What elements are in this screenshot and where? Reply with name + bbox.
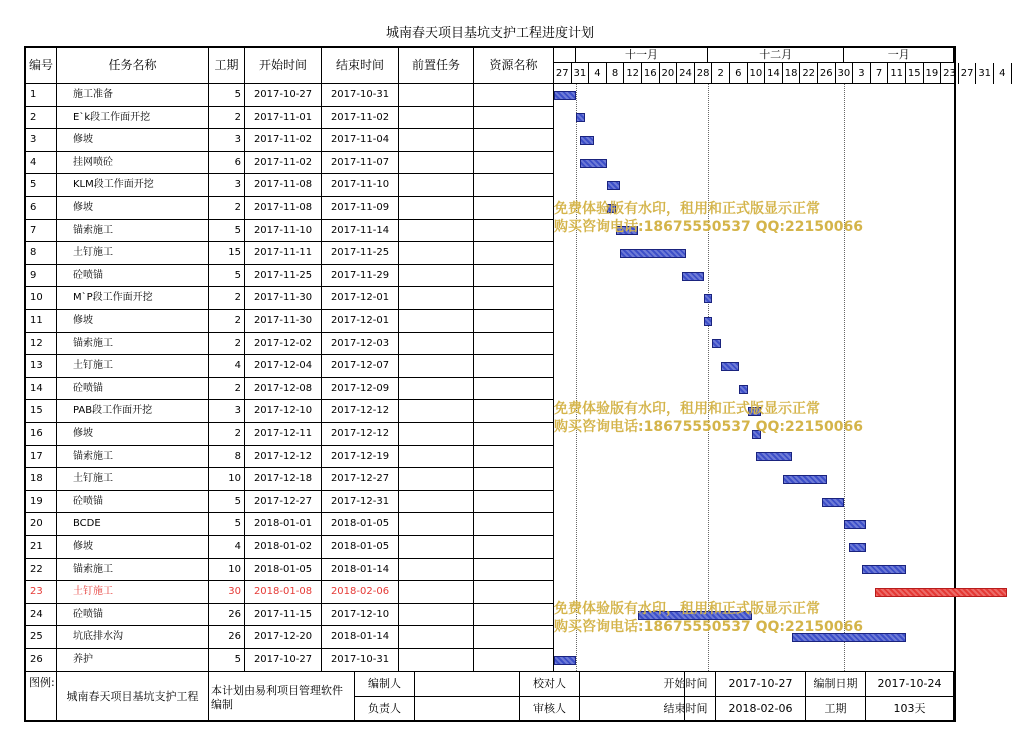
compile-date-value: 2017-10-24 [866, 672, 954, 697]
task-duration: 26 [209, 604, 245, 626]
gantt-bar[interactable] [822, 498, 844, 507]
header-duration[interactable]: 工期 [209, 46, 245, 84]
start-time-label: 开始时间 [656, 672, 716, 697]
task-id: 21 [26, 536, 57, 558]
task-id: 18 [26, 468, 57, 490]
task-duration: 2 [209, 197, 245, 219]
task-name: 锚索施工 [57, 220, 209, 242]
editor-value[interactable] [415, 672, 520, 697]
task-predecessor[interactable] [399, 649, 474, 671]
task-start-date: 2018-01-02 [245, 536, 322, 558]
timeline-day: 14 [765, 63, 783, 84]
timeline-day: 15 [906, 63, 924, 84]
task-resource[interactable] [474, 468, 554, 490]
task-resource[interactable] [474, 400, 554, 422]
timeline-day: 16 [642, 63, 660, 84]
task-duration: 2 [209, 310, 245, 332]
task-predecessor[interactable] [399, 107, 474, 129]
task-predecessor[interactable] [399, 626, 474, 648]
end-time-value: 2018-02-06 [716, 697, 806, 721]
task-name: 土钉施工 [57, 242, 209, 264]
gantt-bar[interactable] [783, 475, 827, 484]
timeline-day: 7 [871, 63, 889, 84]
task-predecessor[interactable] [399, 355, 474, 377]
task-end-date: 2017-12-01 [322, 287, 399, 309]
task-name: 养护 [57, 649, 209, 671]
task-predecessor[interactable] [399, 333, 474, 355]
project-name: 城南春天项目基坑支护工程 [57, 672, 209, 721]
end-time-label: 结束时间 [656, 697, 716, 721]
task-start-date: 2017-12-18 [245, 468, 322, 490]
task-predecessor[interactable] [399, 446, 474, 468]
task-row[interactable] [26, 265, 554, 288]
watermark-line: 购买咨询电话:18675550537 QQ:22150066 [554, 419, 863, 435]
watermark-line: 购买咨询电话:18675550537 QQ:22150066 [554, 619, 863, 635]
task-duration: 4 [209, 536, 245, 558]
task-row[interactable] [26, 626, 554, 649]
gantt-bar[interactable] [712, 339, 721, 348]
task-predecessor[interactable] [399, 265, 474, 287]
task-duration: 3 [209, 174, 245, 196]
task-row[interactable] [26, 446, 554, 469]
task-duration: 2 [209, 423, 245, 445]
task-end-date: 2018-01-05 [322, 536, 399, 558]
task-row[interactable] [26, 355, 554, 378]
gantt-bar[interactable] [554, 656, 576, 665]
timeline-day: 22 [800, 63, 818, 84]
task-start-date: 2017-12-04 [245, 355, 322, 377]
task-end-date: 2017-12-03 [322, 333, 399, 355]
task-start-date: 2017-11-08 [245, 174, 322, 196]
task-end-date: 2017-12-09 [322, 378, 399, 400]
task-duration: 5 [209, 265, 245, 287]
legend-label: 图例: [26, 672, 57, 721]
task-duration: 2 [209, 378, 245, 400]
gantt-bar[interactable] [875, 588, 1007, 597]
task-end-date: 2017-12-12 [322, 400, 399, 422]
task-start-date: 2017-11-30 [245, 310, 322, 332]
schedule-footer [26, 671, 954, 721]
task-name: PAB段工作面开挖 [57, 400, 209, 422]
task-start-date: 2017-12-08 [245, 378, 322, 400]
watermark-notice [554, 600, 863, 636]
task-predecessor[interactable] [399, 310, 474, 332]
task-name: 施工准备 [57, 84, 209, 106]
gantt-bar[interactable] [704, 294, 713, 303]
task-id: 5 [26, 174, 57, 196]
task-id: 10 [26, 287, 57, 309]
task-id: 16 [26, 423, 57, 445]
task-duration: 4 [209, 355, 245, 377]
task-predecessor[interactable] [399, 423, 474, 445]
task-name: 锚索施工 [57, 333, 209, 355]
month-gridline [576, 84, 577, 671]
task-resource[interactable] [474, 152, 554, 174]
watermark-notice [554, 400, 863, 436]
task-id: 23 [26, 581, 57, 603]
gantt-bar[interactable] [580, 159, 606, 168]
task-id: 14 [26, 378, 57, 400]
task-resource[interactable] [474, 559, 554, 581]
task-start-date: 2017-10-27 [245, 84, 322, 106]
task-start-date: 2018-01-08 [245, 581, 322, 603]
task-resource[interactable] [474, 265, 554, 287]
header-predecessor[interactable]: 前置任务 [399, 46, 474, 84]
task-id: 11 [26, 310, 57, 332]
task-name: 砼喷锚 [57, 378, 209, 400]
timeline-day: 3 [853, 63, 871, 84]
watermark-line: 购买咨询电话:18675550537 QQ:22150066 [554, 219, 863, 235]
task-name: 修坡 [57, 197, 209, 219]
timeline-day: 4 [994, 63, 1012, 84]
gantt-bar[interactable] [739, 385, 748, 394]
header-id[interactable]: 编号 [26, 46, 57, 84]
task-id: 9 [26, 265, 57, 287]
task-duration: 2 [209, 287, 245, 309]
task-row[interactable] [26, 491, 554, 514]
task-start-date: 2017-11-01 [245, 107, 322, 129]
task-predecessor[interactable] [399, 559, 474, 581]
task-row[interactable] [26, 152, 554, 175]
task-id: 12 [26, 333, 57, 355]
gantt-chart-area [554, 84, 954, 671]
task-predecessor[interactable] [399, 581, 474, 603]
timeline-day: 20 [660, 63, 678, 84]
total-duration-label: 工期 [806, 697, 866, 721]
task-id: 3 [26, 129, 57, 151]
task-predecessor[interactable] [399, 242, 474, 264]
gantt-bar[interactable] [576, 113, 585, 122]
task-resource[interactable] [474, 197, 554, 219]
task-resource[interactable] [474, 446, 554, 468]
gantt-bar[interactable] [704, 317, 713, 326]
task-row[interactable] [26, 84, 554, 107]
task-end-date: 2017-12-07 [322, 355, 399, 377]
task-end-date: 2017-11-04 [322, 129, 399, 151]
task-name: 砼喷锚 [57, 265, 209, 287]
task-id: 8 [26, 242, 57, 264]
task-row[interactable] [26, 197, 554, 220]
task-id: 22 [26, 559, 57, 581]
gantt-bar[interactable] [862, 565, 906, 574]
task-name: M`P段工作面开挖 [57, 287, 209, 309]
task-resource[interactable] [474, 355, 554, 377]
task-row[interactable] [26, 536, 554, 559]
task-resource[interactable] [474, 333, 554, 355]
task-end-date: 2017-12-27 [322, 468, 399, 490]
task-row[interactable] [26, 174, 554, 197]
task-name: KLM段工作面开挖 [57, 174, 209, 196]
gantt-bar[interactable] [756, 452, 791, 461]
task-name: 修坡 [57, 129, 209, 151]
task-start-date: 2017-12-12 [245, 446, 322, 468]
task-predecessor[interactable] [399, 220, 474, 242]
task-name: 修坡 [57, 536, 209, 558]
gantt-bar[interactable] [721, 362, 739, 371]
task-resource[interactable] [474, 84, 554, 106]
task-row[interactable] [26, 287, 554, 310]
task-predecessor[interactable] [399, 174, 474, 196]
task-duration: 5 [209, 513, 245, 535]
timeline-day: 19 [924, 63, 942, 84]
task-predecessor[interactable] [399, 513, 474, 535]
task-predecessor[interactable] [399, 468, 474, 490]
task-start-date: 2017-11-10 [245, 220, 322, 242]
task-resource[interactable] [474, 378, 554, 400]
task-name: E`k段工作面开挖 [57, 107, 209, 129]
task-resource[interactable] [474, 649, 554, 671]
task-end-date: 2017-11-09 [322, 197, 399, 219]
task-duration: 8 [209, 446, 245, 468]
page-title: 城南春天项目基坑支护工程进度计划 [385, 26, 594, 41]
gantt-bar[interactable] [849, 543, 867, 552]
task-start-date: 2017-11-02 [245, 129, 322, 151]
task-id: 7 [26, 220, 57, 242]
gantt-bar[interactable] [580, 136, 593, 145]
task-predecessor[interactable] [399, 287, 474, 309]
start-time-value: 2017-10-27 [716, 672, 806, 697]
timeline-day: 10 [748, 63, 766, 84]
task-predecessor[interactable] [399, 491, 474, 513]
editor-label: 编制人 [355, 672, 415, 697]
task-end-date: 2017-10-31 [322, 649, 399, 671]
task-duration: 10 [209, 559, 245, 581]
month-gridline [844, 84, 845, 671]
task-predecessor[interactable] [399, 536, 474, 558]
task-resource[interactable] [474, 513, 554, 535]
task-end-date: 2017-12-31 [322, 491, 399, 513]
task-start-date: 2017-11-02 [245, 152, 322, 174]
task-end-date: 2018-01-05 [322, 513, 399, 535]
task-name: 修坡 [57, 423, 209, 445]
total-duration-value: 103天 [866, 697, 954, 721]
timeline-day: 27 [554, 63, 572, 84]
task-id: 26 [26, 649, 57, 671]
task-id: 24 [26, 604, 57, 626]
watermark-line: 免费体验版有水印，租用和正式版显示正常 [554, 201, 820, 217]
task-end-date: 2017-12-01 [322, 310, 399, 332]
task-duration: 6 [209, 152, 245, 174]
task-row[interactable] [26, 423, 554, 446]
task-end-date: 2017-11-07 [322, 152, 399, 174]
timeline-day: 26 [818, 63, 836, 84]
header-end-date[interactable]: 结束时间 [322, 46, 399, 84]
task-duration: 15 [209, 242, 245, 264]
task-row[interactable] [26, 468, 554, 491]
task-resource[interactable] [474, 536, 554, 558]
task-name: 锚索施工 [57, 559, 209, 581]
task-start-date: 2017-12-11 [245, 423, 322, 445]
task-start-date: 2017-12-20 [245, 626, 322, 648]
task-id: 4 [26, 152, 57, 174]
task-resource[interactable] [474, 242, 554, 264]
task-resource[interactable] [474, 604, 554, 626]
timeline-day: 4 [589, 63, 607, 84]
proofreader-label: 校对人 [520, 672, 580, 697]
task-duration: 3 [209, 129, 245, 151]
owner-value[interactable] [415, 697, 520, 721]
task-resource[interactable] [474, 423, 554, 445]
watermark-line: 免费体验版有水印，租用和正式版显示正常 [554, 601, 820, 617]
task-id: 19 [26, 491, 57, 513]
task-end-date: 2017-11-10 [322, 174, 399, 196]
timeline-day: 31 [572, 63, 590, 84]
task-start-date: 2017-11-15 [245, 604, 322, 626]
timeline-month: 一月 [844, 46, 954, 63]
task-duration: 5 [209, 220, 245, 242]
task-duration: 30 [209, 581, 245, 603]
task-duration: 5 [209, 84, 245, 106]
task-name: 修坡 [57, 310, 209, 332]
task-end-date: 2017-10-31 [322, 84, 399, 106]
gantt-bar[interactable] [607, 181, 620, 190]
task-name: 挂网喷砼 [57, 152, 209, 174]
task-duration: 2 [209, 107, 245, 129]
task-id: 25 [26, 626, 57, 648]
timeline-day: 24 [677, 63, 695, 84]
gantt-bar[interactable] [620, 249, 686, 258]
task-row[interactable] [26, 107, 554, 130]
gantt-bar[interactable] [682, 272, 704, 281]
timeline-day: 30 [836, 63, 854, 84]
task-end-date: 2017-11-29 [322, 265, 399, 287]
task-row[interactable] [26, 242, 554, 265]
task-end-date: 2017-12-19 [322, 446, 399, 468]
task-name: 土钉施工 [57, 468, 209, 490]
task-duration: 5 [209, 491, 245, 513]
task-resource[interactable] [474, 107, 554, 129]
task-row[interactable] [26, 513, 554, 536]
task-name: 土钉施工 [57, 355, 209, 377]
timeline-month [554, 46, 576, 63]
compile-date-label: 编制日期 [806, 672, 866, 697]
timeline-day: 11 [888, 63, 906, 84]
watermark-line: 免费体验版有水印，租用和正式版显示正常 [554, 401, 820, 417]
task-resource[interactable] [474, 174, 554, 196]
header-resource[interactable]: 资源名称 [474, 46, 554, 84]
task-start-date: 2017-12-02 [245, 333, 322, 355]
task-start-date: 2017-11-08 [245, 197, 322, 219]
timeline-day: 23 [941, 63, 959, 84]
timeline-day: 12 [624, 63, 642, 84]
task-predecessor[interactable] [399, 129, 474, 151]
task-resource[interactable] [474, 287, 554, 309]
task-end-date: 2017-12-10 [322, 604, 399, 626]
task-end-date: 2018-02-06 [322, 581, 399, 603]
task-id: 1 [26, 84, 57, 106]
task-resource[interactable] [474, 581, 554, 603]
task-id: 6 [26, 197, 57, 219]
task-start-date: 2017-11-11 [245, 242, 322, 264]
timeline-day: 27 [959, 63, 977, 84]
task-start-date: 2018-01-05 [245, 559, 322, 581]
task-name: 土钉施工 [57, 581, 209, 603]
task-resource[interactable] [474, 310, 554, 332]
gantt-bar[interactable] [554, 91, 576, 100]
task-id: 15 [26, 400, 57, 422]
task-name: 砼喷锚 [57, 604, 209, 626]
task-row[interactable] [26, 581, 554, 604]
task-id: 17 [26, 446, 57, 468]
task-resource[interactable] [474, 129, 554, 151]
software-note: 本计划由易利项目管理软件编制 [209, 672, 355, 721]
task-row[interactable] [26, 604, 554, 627]
task-row[interactable] [26, 400, 554, 423]
task-row[interactable] [26, 220, 554, 243]
task-predecessor[interactable] [399, 378, 474, 400]
task-start-date: 2017-11-30 [245, 287, 322, 309]
task-row[interactable] [26, 559, 554, 582]
task-start-date: 2017-12-10 [245, 400, 322, 422]
task-id: 13 [26, 355, 57, 377]
task-name: BCDE [57, 513, 209, 535]
month-gridline [708, 84, 709, 671]
header-task-name[interactable]: 任务名称 [57, 46, 209, 84]
timeline-day: 8 [607, 63, 625, 84]
timeline-day: 2 [712, 63, 730, 84]
reviewer-label: 审核人 [520, 697, 580, 721]
task-id: 2 [26, 107, 57, 129]
task-resource[interactable] [474, 626, 554, 648]
timeline-month: 十二月 [708, 46, 844, 63]
task-row[interactable] [26, 333, 554, 356]
task-id: 20 [26, 513, 57, 535]
watermark-notice [554, 200, 863, 236]
gantt-timeline-header [554, 46, 1006, 84]
task-start-date: 2017-11-25 [245, 265, 322, 287]
task-start-date: 2017-12-27 [245, 491, 322, 513]
task-row[interactable] [26, 129, 554, 152]
task-duration: 3 [209, 400, 245, 422]
task-predecessor[interactable] [399, 400, 474, 422]
task-name: 砼喷锚 [57, 491, 209, 513]
task-predecessor[interactable] [399, 84, 474, 106]
task-name: 坑底排水沟 [57, 626, 209, 648]
task-predecessor[interactable] [399, 604, 474, 626]
timeline-month: 十一月 [576, 46, 708, 63]
task-name: 锚索施工 [57, 446, 209, 468]
task-predecessor[interactable] [399, 197, 474, 219]
timeline-day: 28 [695, 63, 713, 84]
task-end-date: 2017-11-14 [322, 220, 399, 242]
timeline-day: 6 [730, 63, 748, 84]
task-duration: 10 [209, 468, 245, 490]
task-end-date: 2017-11-02 [322, 107, 399, 129]
task-duration: 5 [209, 649, 245, 671]
task-end-date: 2017-12-12 [322, 423, 399, 445]
task-row[interactable] [26, 310, 554, 333]
task-duration: 26 [209, 626, 245, 648]
task-row[interactable] [26, 649, 554, 672]
timeline-day: 31 [976, 63, 994, 84]
owner-label: 负责人 [355, 697, 415, 721]
gantt-bar[interactable] [844, 520, 866, 529]
task-row[interactable] [26, 378, 554, 401]
task-start-date: 2018-01-01 [245, 513, 322, 535]
task-end-date: 2018-01-14 [322, 559, 399, 581]
task-resource[interactable] [474, 491, 554, 513]
task-duration: 2 [209, 333, 245, 355]
header-start-date[interactable]: 开始时间 [245, 46, 322, 84]
task-end-date: 2017-11-25 [322, 242, 399, 264]
task-predecessor[interactable] [399, 152, 474, 174]
task-resource[interactable] [474, 220, 554, 242]
task-start-date: 2017-10-27 [245, 649, 322, 671]
task-end-date: 2018-01-14 [322, 626, 399, 648]
timeline-day: 18 [783, 63, 801, 84]
